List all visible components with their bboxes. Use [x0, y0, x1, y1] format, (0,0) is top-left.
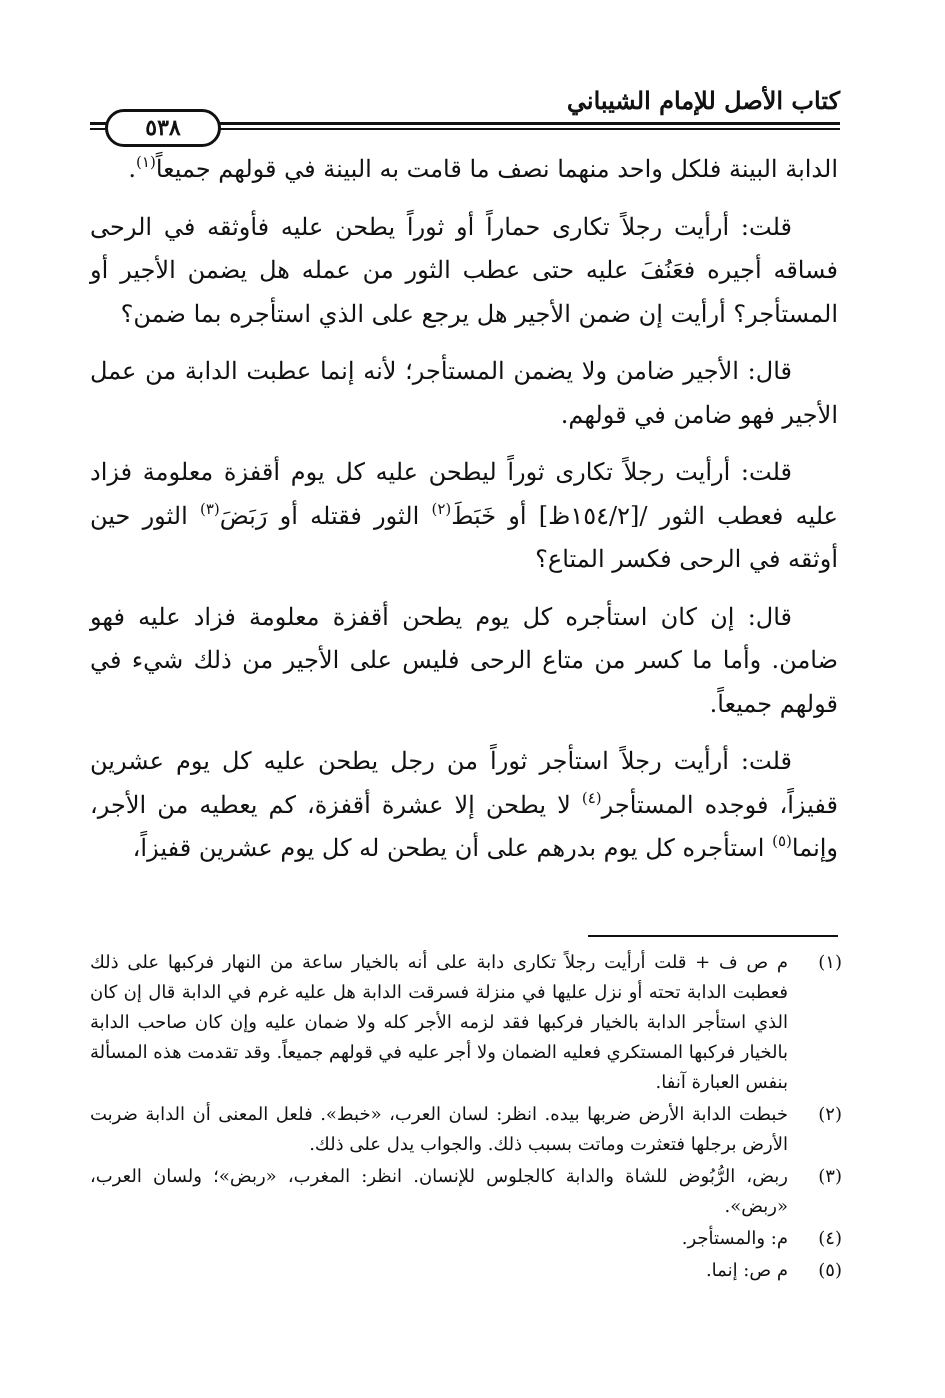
paragraph-text: استأجره كل يوم بدرهم على أن يطحن له كل يوم عشرين قفيزاً، — [132, 834, 773, 862]
footnote-separator — [588, 935, 838, 937]
footnote-ref: (١) — [136, 153, 156, 171]
page-number: ٥٣٨ — [105, 109, 221, 147]
footnote-number: (٣) — [818, 1166, 842, 1187]
footnote-text: خبطت الدابة الأرض ضربها بيده. انظر: لسان العرب، «خبط». فلعل المعنى أن الدابة ضربت الأرض برجلها فتعثرت وماتت بسبب ذلك. والجواب يدل على ذلك. — [90, 1104, 788, 1155]
paragraph: قال: إن كان استأجره كل يوم يطحن أقفزة معلومة فزاد عليه فهو ضامن. وأما ما كسر من متاع الرحى فليس على الأجير من ذلك شيء في قولهم جميعاً. — [90, 602, 839, 718]
footnote-text: ربض، الرُّبُوض للشاة والدابة كالجلوس للإنسان. انظر: المغرب، «ربض»؛ ولسان العرب، «ربض». — [90, 1166, 788, 1217]
footnote — [90, 1162, 842, 1222]
paragraph-text: الثور حين أوثقه في الرحى فكسر المتاع؟ — [90, 501, 838, 573]
footnote — [90, 948, 842, 1098]
paragraph-text: قلت: أرأيت رجلاً استأجر ثوراً من رجل يطحن عليه كل يوم عشرين قفيزاً، فوجده المستأجر — [90, 747, 839, 819]
paragraph — [90, 451, 838, 582]
footnotes — [90, 948, 842, 1288]
footnote — [90, 1224, 842, 1254]
paragraph — [90, 740, 838, 871]
paragraph-text: قلت: أرأيت رجلاً تكارى ثوراً ليطحن عليه كل يوم أقفزة معلومة فزاد عليه فعطب الثور /[١٥٤/٢ظ] أو خَبَطَ — [90, 458, 838, 530]
book-title: كتاب الأصل للإمام الشيباني — [566, 86, 840, 115]
footnote-number: (١) — [818, 952, 842, 973]
paragraph-text: الثور فقتله أو رَبَضَ — [219, 501, 432, 530]
footnote-number: (٢) — [818, 1104, 842, 1125]
main-text — [90, 148, 838, 885]
footnote-ref: (٢) — [431, 499, 452, 518]
paragraph-text: الدابة البينة فلكل واحد منهما نصف ما قامت به البينة في قولهم جميعاً — [155, 155, 838, 183]
page-header — [90, 78, 840, 148]
footnote-text: م ص ف + قلت أرأيت رجلاً تكارى دابة على أنه بالخيار ساعة من النهار فركبها على ذلك فعطبت الدابة تحته أو نزل عليها في منزلة فسرقت الدابة هل عليه غرم في الدابة قال إن كان الذي استأجر الدابة بالخيار فركبها فقد لزمه الأجر كله ولا ضمان عليه وإن كان صاحب الدابة بالخيار فركبها المستكري فعليه الضمان ولا أجر عليه في قولهم جميعاً. وقد تقدمت هذه المسألة بنفس العبارة آنفا. — [90, 952, 788, 1093]
footnote — [90, 1256, 842, 1286]
footnote-text: م ص: إنما. — [705, 1260, 788, 1281]
paragraph: قال: الأجير ضامن ولا يضمن المستأجر؛ لأنه إنما عطبت الدابة من عمل الأجير فهو ضامن في قولهم. — [90, 357, 838, 429]
footnote — [90, 1100, 842, 1160]
footnote-number: (٥) — [818, 1260, 842, 1281]
footnote-text: م: والمستأجر. — [681, 1228, 788, 1249]
footnote-number: (٤) — [818, 1228, 842, 1249]
paragraph-text: لا يطحن إلا عشرة أقفزة، كم يعطيه من الأجر، وإنما — [90, 790, 838, 862]
paragraph: قلت: أرأيت رجلاً تكارى حماراً أو ثوراً يطحن عليه فأوثقه في الرحى فساقه أجيره فعَنُفَ عليه حتى عطب الثور من عمله هل يضمن الأجير أو المستأجر؟ أرأيت إن ضمن الأجير هل يرجع على الذي استأجره بما ضمن؟ — [90, 212, 838, 328]
paragraph-end: . — [128, 155, 137, 183]
footnote-ref: (٣) — [200, 499, 220, 518]
paragraph — [90, 148, 838, 192]
footnote-ref: (٥) — [772, 832, 792, 850]
footnote-ref: (٤) — [581, 788, 602, 807]
